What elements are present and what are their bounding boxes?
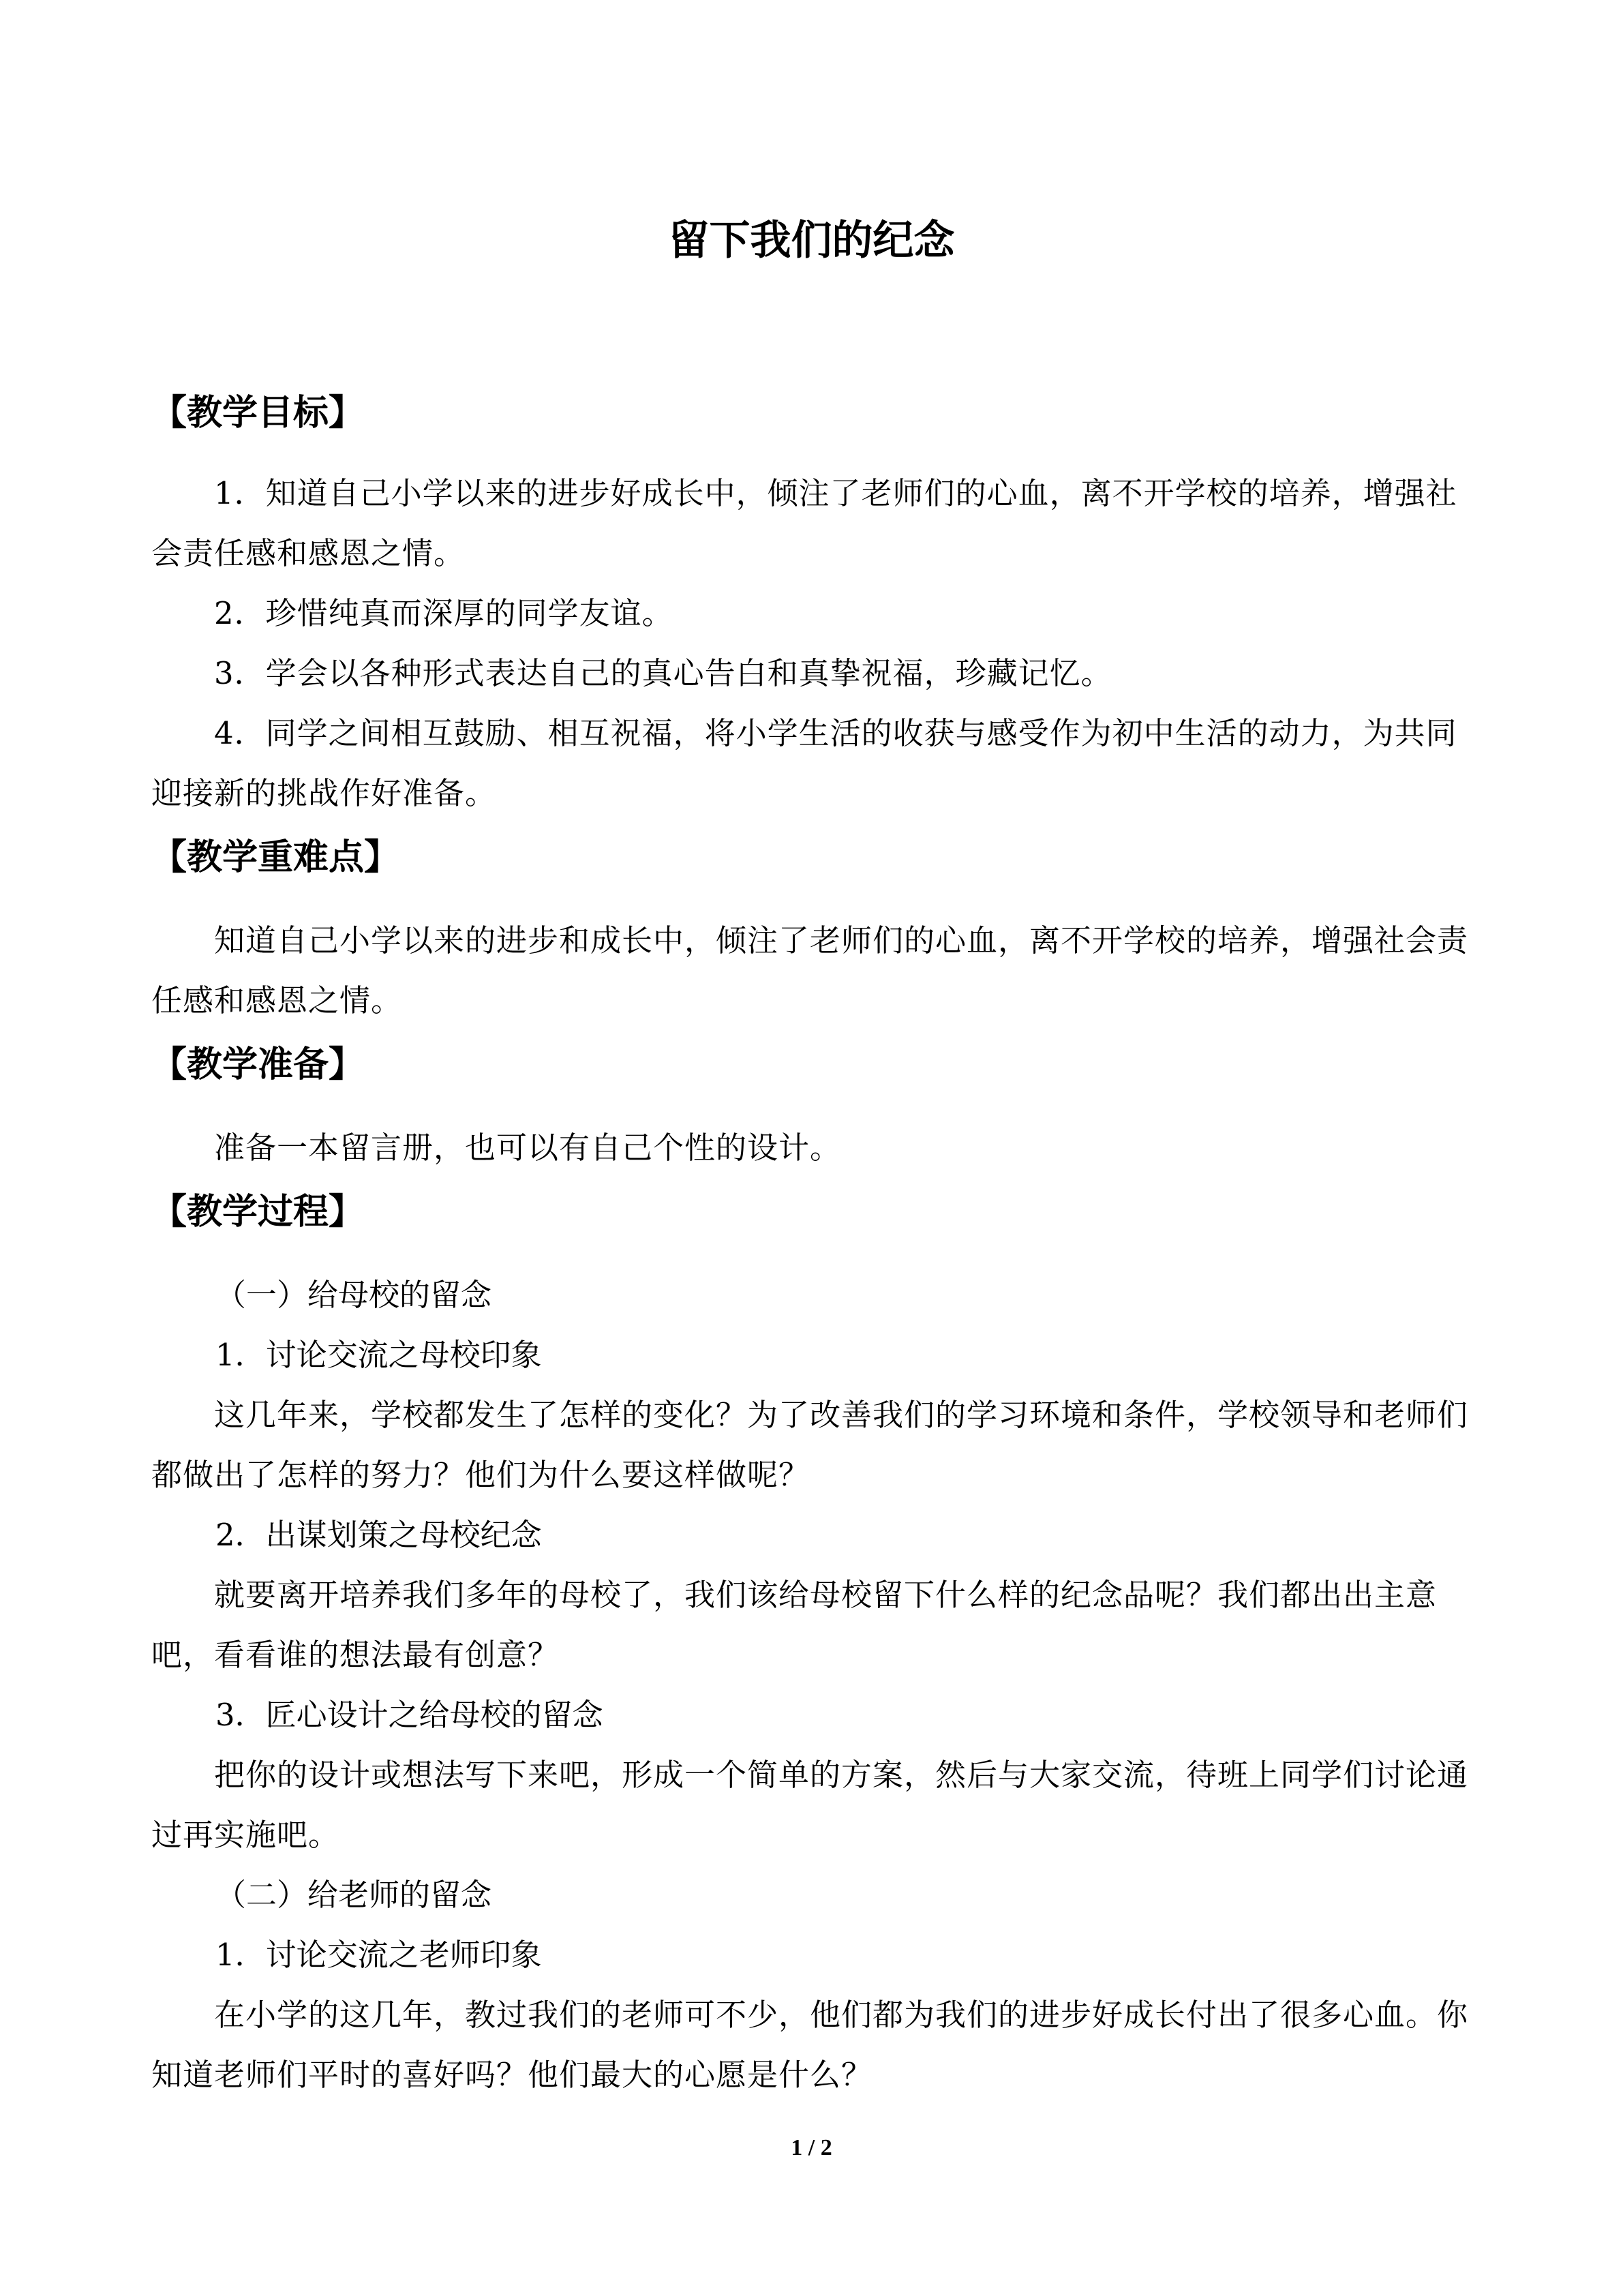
part1-step3-text: 把你的设计或想法写下来吧，形成一个简单的方案，然后与大家交流，待班上同学们讨论通过再实施吧。 [151, 1757, 1469, 1853]
key-points-text: 知道自己小学以来的进步和成长中，倾注了老师们的心血，离不开学校的培养，增强社会责任感和感恩之情。 [151, 922, 1469, 1018]
part2-title: （二）给老师的留念 [215, 1877, 492, 1913]
part2-step1-text: 在小学的这几年，教过我们的老师可不少，他们都为我们的进步好成长付出了很多心血。你知道老师们平时的喜好吗？他们最大的心愿是什么？ [151, 1997, 1469, 2093]
part1-step2-text: 就要离开培养我们多年的母校了，我们该给母校留下什么样的纪念品呢？我们都出出主意吧，看看谁的想法最有创意？ [151, 1577, 1438, 1673]
heading-key-points: 【教学重难点】 [151, 837, 400, 878]
part2-step1-title: 1．讨论交流之老师印象 [215, 1937, 542, 1973]
heading-teaching-goals: 【教学目标】 [151, 393, 365, 434]
part1-step2-title: 2．出谋划策之母校纪念 [215, 1517, 542, 1553]
preparation-text: 准备一本留言册，也可以有自己个性的设计。 [214, 1130, 842, 1166]
part1-step1-text: 这几年来，学校都发生了怎样的变化？为了改善我们的学习环境和条件，学校领导和老师们都做出了怎样的努力？他们为什么要这样做呢？ [151, 1397, 1469, 1493]
document-title: 留下我们的纪念 [668, 217, 955, 265]
heading-teaching-process: 【教学过程】 [151, 1192, 365, 1233]
heading-preparation: 【教学准备】 [151, 1044, 365, 1085]
goal-item-3: 3．学会以各种形式表达自己的真心告白和真挚祝福，珍藏记忆。 [214, 655, 1112, 691]
part1-title: （一）给母校的留念 [215, 1277, 492, 1313]
page-number: 1 / 2 [791, 2135, 832, 2160]
goal-item-4: 4．同学之间相互鼓励、相互祝福，将小学生活的收获与感受作为初中生活的动力，为共同迎接新的挑战作好准备。 [151, 715, 1457, 811]
part1-step1-title: 1．讨论交流之母校印象 [215, 1337, 542, 1373]
goal-item-1: 1．知道自己小学以来的进步好成长中，倾注了老师们的心血，离不开学校的培养，增强社会责任感和感恩之情。 [151, 475, 1457, 571]
part1-step3-title: 3．匠心设计之给母校的留念 [215, 1697, 603, 1733]
goal-item-2: 2．珍惜纯真而深厚的同学友谊。 [214, 595, 673, 631]
